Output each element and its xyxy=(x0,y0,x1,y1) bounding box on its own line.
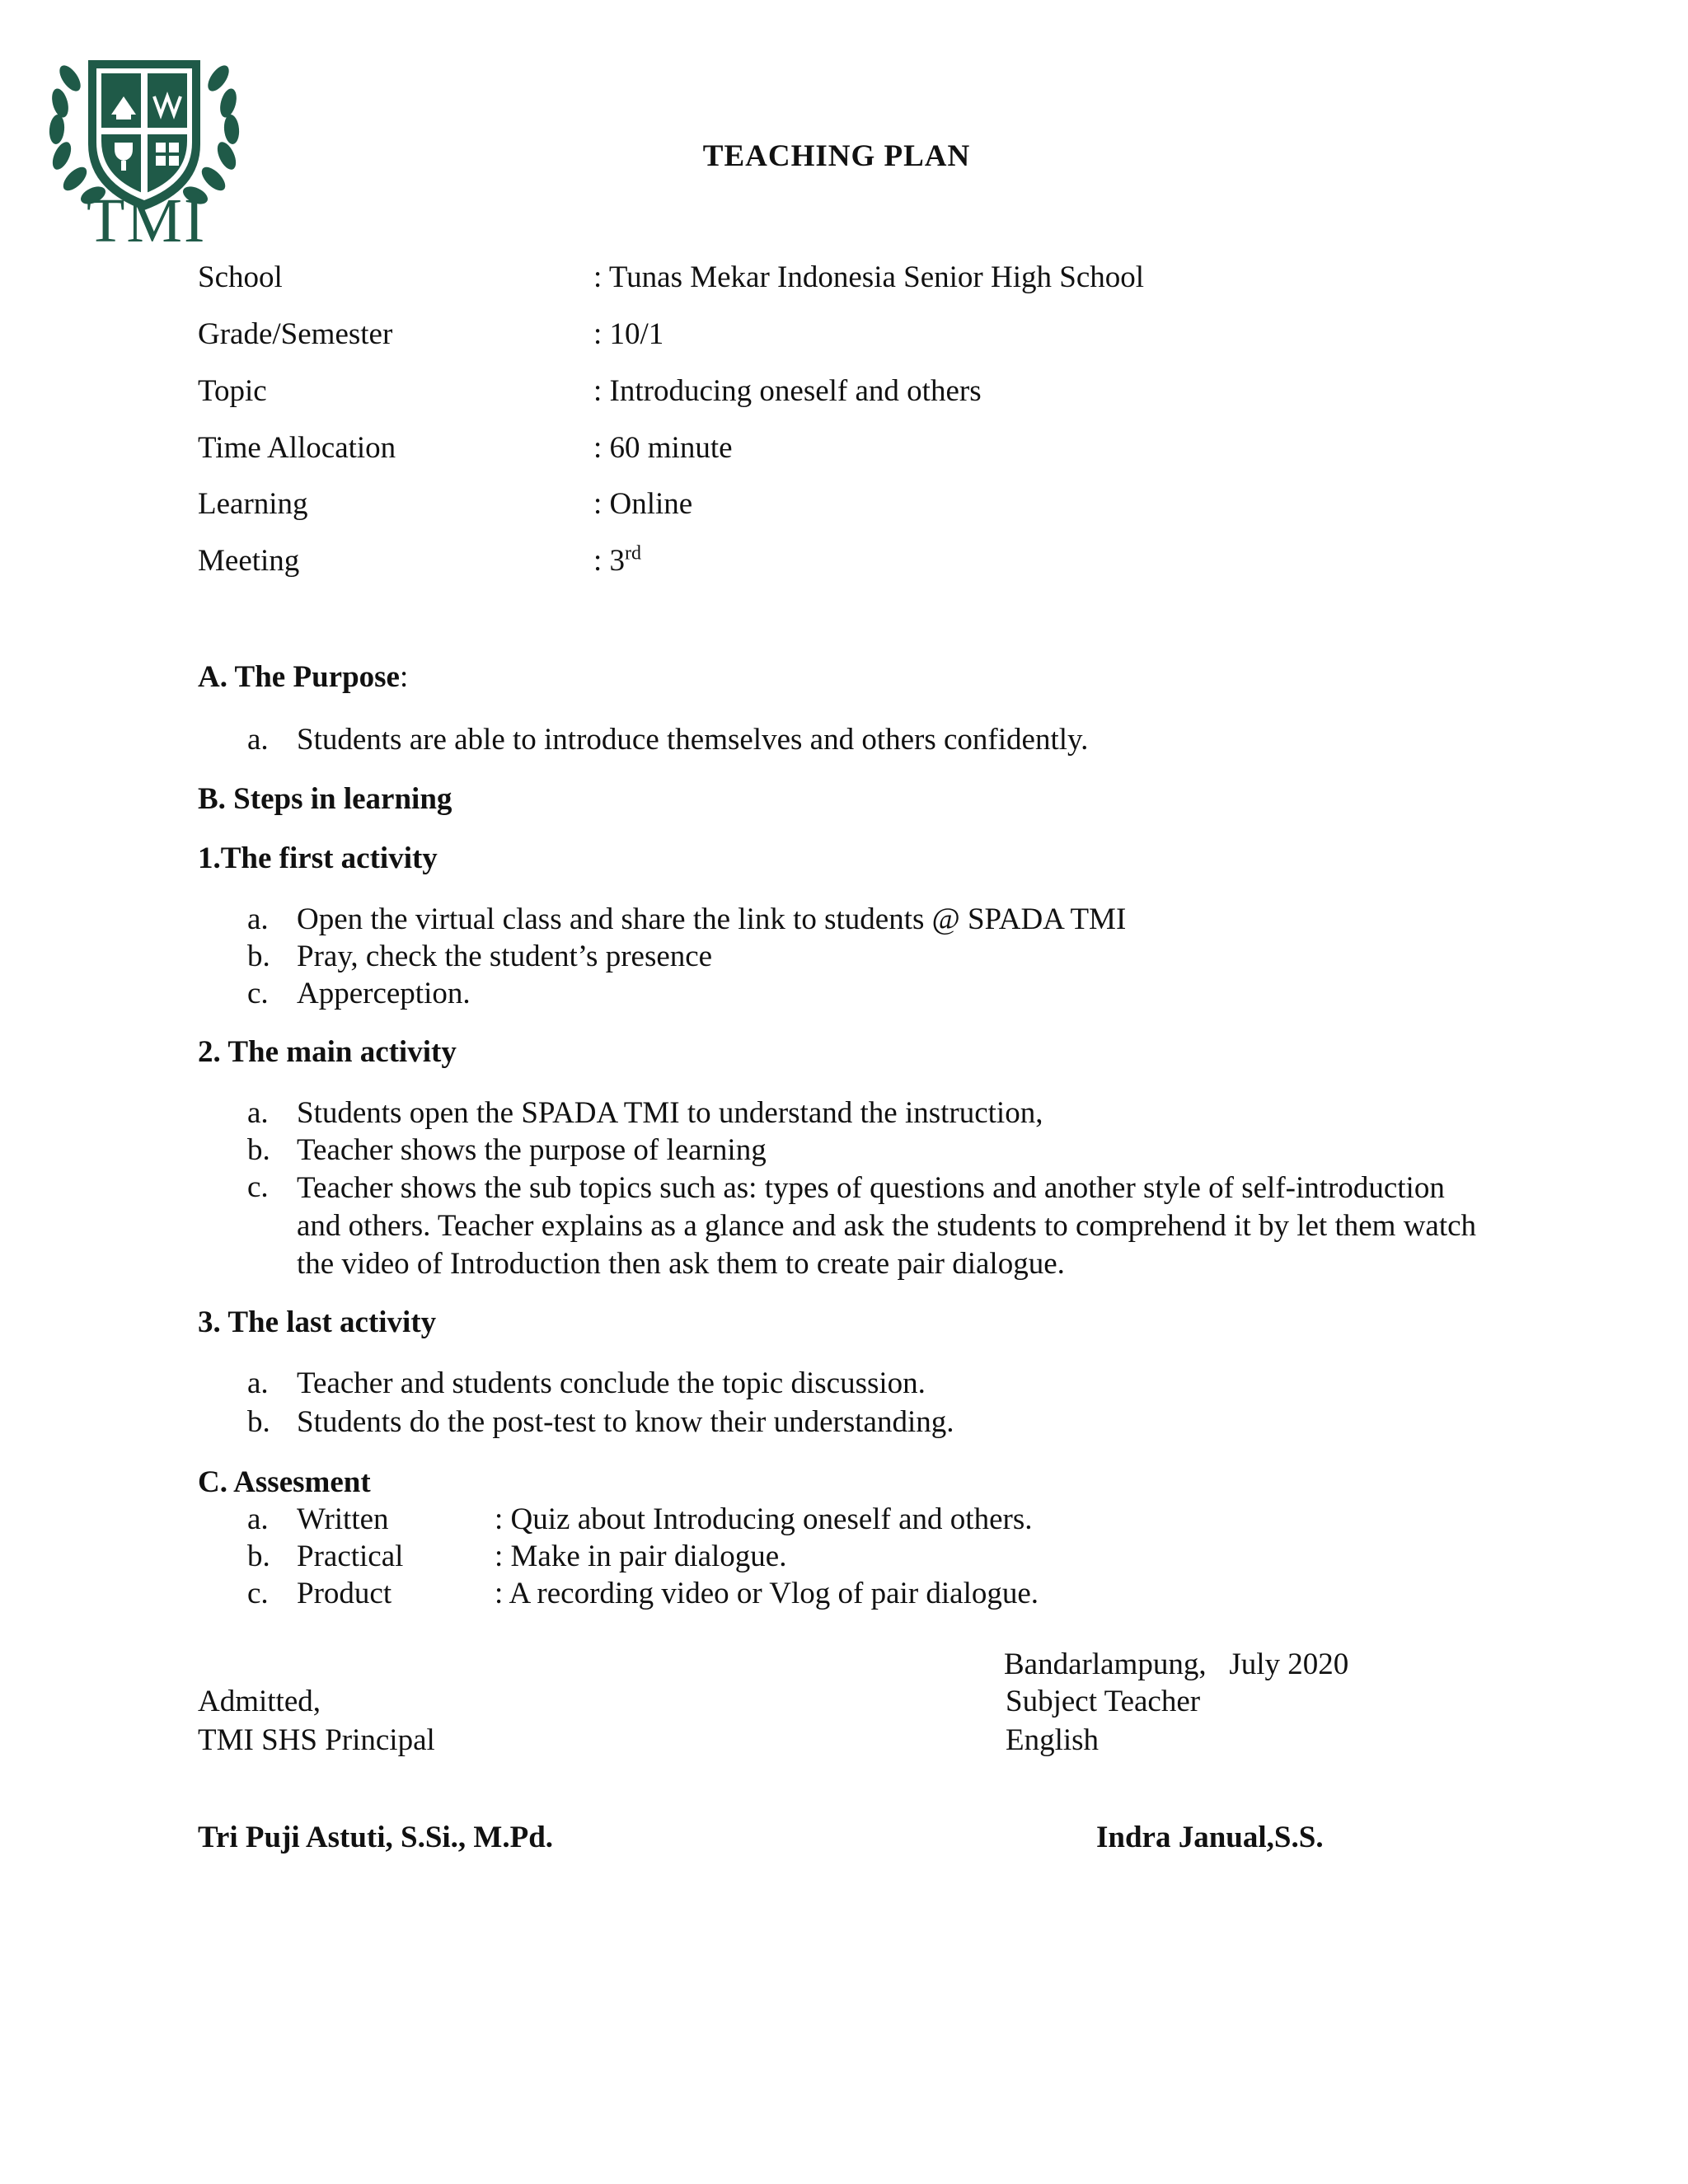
purpose-heading-colon: : xyxy=(399,660,409,694)
list-text: Teacher and students conclude the topic discussion. xyxy=(297,1366,926,1400)
list-marker: c. xyxy=(247,1577,269,1610)
list-marker: a. xyxy=(247,1366,269,1400)
info-value-meeting xyxy=(593,543,641,579)
list-text: Apperception. xyxy=(297,977,471,1010)
list-item xyxy=(0,1576,1688,1614)
info-label-school: School xyxy=(198,260,283,294)
info-value-learning: : Online xyxy=(593,487,693,521)
main-activity-heading: 2. The main activity xyxy=(198,1035,457,1069)
list-item xyxy=(0,1502,1688,1540)
info-value-school: : Tunas Mekar Indonesia Senior High School xyxy=(593,260,1145,294)
list-text: Pray, check the student’s presence xyxy=(297,940,713,973)
list-text: Teacher shows the purpose of learning xyxy=(297,1133,767,1167)
list-marker: b. xyxy=(247,1133,270,1167)
assessment-text: : Quiz about Introducing oneself and others. xyxy=(495,1502,1033,1536)
principal-name: Tri Puji Astuti, S.Si., M.Pd. xyxy=(198,1821,554,1854)
list-item xyxy=(0,1404,1688,1442)
list-item xyxy=(0,902,1688,940)
list-marker: c. xyxy=(247,1170,269,1204)
info-value-grade: : 10/1 xyxy=(593,317,664,351)
document-title xyxy=(0,138,1673,174)
list-text: Teacher shows the sub topics such as: types of questions and another style of self-introduction and others. Teacher explains as a glance and ask the students to comprehend it by let them watch the video of Introduction then ask them to create pair dialogue. xyxy=(297,1171,1477,1281)
info-label-grade: Grade/Semester xyxy=(198,317,393,351)
info-label-learning: Learning xyxy=(198,487,308,521)
list-marker: a. xyxy=(247,1502,269,1536)
info-label-time: Time Allocation xyxy=(198,431,396,465)
logo-text: TMI xyxy=(87,186,207,255)
list-text: Open the virtual class and share the link to students @ SPADA TMI xyxy=(297,902,1127,936)
list-marker: a. xyxy=(247,723,269,757)
list-marker: b. xyxy=(247,1540,270,1573)
subject-name: English xyxy=(1006,1723,1100,1757)
list-item xyxy=(0,1095,1688,1133)
list-item xyxy=(0,1366,1688,1404)
admitted-label: Admitted, xyxy=(198,1685,321,1718)
steps-heading: B. Steps in learning xyxy=(198,782,452,816)
teacher-name: Indra Janual,S.S. xyxy=(1096,1821,1324,1854)
list-text: Students open the SPADA TMI to understand the instruction, xyxy=(297,1096,1043,1130)
list-marker: a. xyxy=(247,902,269,936)
assessment-text: : A recording video or Vlog of pair dialogue. xyxy=(495,1577,1039,1610)
list-item xyxy=(0,939,1688,977)
info-label-meeting: Meeting xyxy=(198,544,300,578)
list-text: Students do the post-test to know their understanding. xyxy=(297,1405,954,1439)
principal-role: TMI SHS Principal xyxy=(198,1723,435,1757)
list-item xyxy=(0,1539,1688,1577)
assessment-heading: C. Assesment xyxy=(198,1465,371,1499)
purpose-heading-text: A. The Purpose xyxy=(198,660,400,694)
list-marker: a. xyxy=(247,1096,269,1130)
list-item xyxy=(0,976,1688,1014)
assessment-text: : Make in pair dialogue. xyxy=(495,1540,787,1573)
info-label-topic: Topic xyxy=(198,374,267,408)
last-activity-heading: 3. The last activity xyxy=(198,1305,437,1339)
title-text: TEACHING PLAN xyxy=(702,139,971,173)
place-date: Bandarlampung, July 2020 xyxy=(1004,1647,1349,1681)
first-activity-heading: 1.The first activity xyxy=(198,841,438,875)
assessment-label: Written xyxy=(297,1502,389,1536)
assessment-label: Practical xyxy=(297,1540,404,1573)
list-marker: c. xyxy=(247,977,269,1010)
purpose-heading xyxy=(198,659,408,695)
list-item xyxy=(0,722,1688,760)
assessment-label: Product xyxy=(297,1577,392,1610)
list-marker: b. xyxy=(247,1405,270,1439)
meeting-value-sup: rd xyxy=(625,542,642,565)
info-value-topic: : Introducing oneself and others xyxy=(593,374,982,408)
list-text: Students are able to introduce themselves and others confidently. xyxy=(297,723,1089,757)
meeting-value-text: : 3 xyxy=(593,544,626,578)
info-value-time: : 60 minute xyxy=(593,431,733,465)
list-item xyxy=(0,1132,1688,1170)
list-item xyxy=(0,1169,1688,1285)
subject-teacher-label: Subject Teacher xyxy=(1006,1685,1201,1718)
list-marker: b. xyxy=(247,940,270,973)
